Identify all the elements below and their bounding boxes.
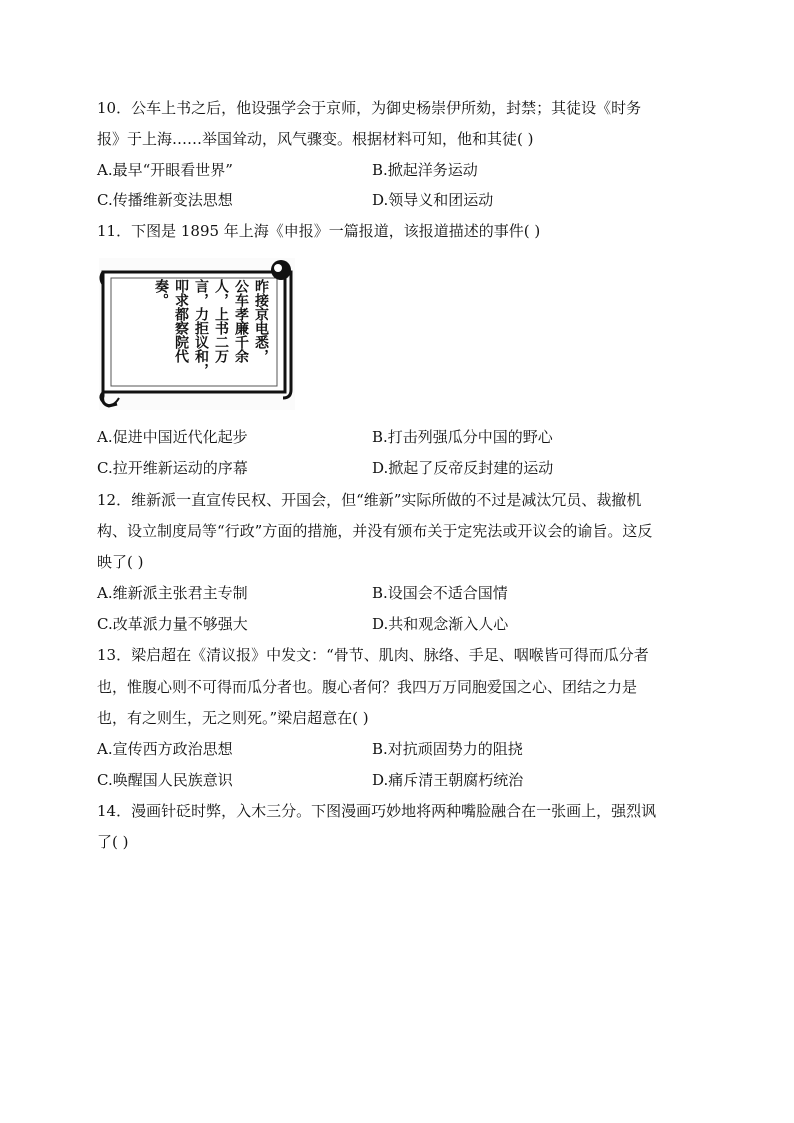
scroll-text <box>153 279 269 379</box>
q13-stem-line3: 也，有之则生，无之则死。”梁启超意在( ) <box>97 709 369 727</box>
q10-option-c: C.传播维新变法思想 <box>97 191 233 209</box>
scroll-column: 人，上书二万 <box>213 279 229 363</box>
q11-option-a: A.促进中国近代化起步 <box>97 428 248 446</box>
q13-stem-line1: 13．梁启超在《清议报》中发文：“骨节、肌肉、脉络、手足、咽喉皆可得而瓜分者 <box>97 646 649 664</box>
q11-option-c: C.拉开维新运动的序幕 <box>97 459 248 477</box>
q10-option-d: D.领导义和团运动 <box>372 191 494 209</box>
scroll-column: 公车孝廉千余 <box>233 279 249 363</box>
q13-option-c: C.唤醒国人民族意识 <box>97 771 233 789</box>
scroll-column: 叩求都察院代 <box>173 279 189 363</box>
newspaper-scroll-figure <box>99 258 295 410</box>
q12-stem-line3: 映了( ) <box>97 553 144 571</box>
scroll-column: 言，力拒议和， <box>193 279 209 377</box>
q10-option-a: A.最早“开眼看世界” <box>97 161 233 179</box>
q11-option-d: D.掀起了反帝反封建的运动 <box>372 459 554 477</box>
q12-option-b: B.设国会不适合国情 <box>372 584 508 602</box>
q12-option-c: C.改革派力量不够强大 <box>97 615 248 633</box>
q10-stem-line2: 报》于上海……举国耸动，风气骤变。根据材料可知，他和其徒( ) <box>97 130 534 148</box>
q12-stem-line2: 构、设立制度局等“行政”方面的措施，并没有颁布关于定宪法或开议会的谕旨。这反 <box>97 522 653 540</box>
q14-stem-line1: 14．漫画针砭时弊，入木三分。下图漫画巧妙地将两种嘴脸融合在一张画上，强烈讽 <box>97 802 657 820</box>
q11-option-b: B.打击列强瓜分中国的野心 <box>372 428 553 446</box>
scroll-column: 奏。 <box>153 279 169 307</box>
q13-stem-line2: 也，惟腹心则不可得而瓜分者也。腹心者何？我四万万同胞爱国之心、团结之力是 <box>97 678 638 696</box>
q13-option-a: A.宣传西方政治思想 <box>97 740 233 758</box>
q12-stem-line1: 12．维新派一直宣传民权、开国会，但“维新”实际所做的不过是减汰冗员、裁撤机 <box>97 491 642 509</box>
q10-stem-line1: 10．公车上书之后，他设强学会于京师，为御史杨崇伊所劾，封禁；其徒设《时务 <box>97 99 642 117</box>
q13-option-d: D.痛斥清王朝腐朽统治 <box>372 771 524 789</box>
scroll-column: 昨接京电悉， <box>253 279 269 363</box>
q10-option-b: B.掀起洋务运动 <box>372 161 478 179</box>
q13-option-b: B.对抗顽固势力的阻挠 <box>372 740 523 758</box>
q12-option-d: D.共和观念渐入人心 <box>372 615 509 633</box>
q14-stem-line2: 了( ) <box>97 833 129 851</box>
q11-stem-line1: 11．下图是 1895 年上海《申报》一篇报道，该报道描述的事件( ) <box>97 222 541 240</box>
q12-option-a: A.维新派主张君主专制 <box>97 584 248 602</box>
